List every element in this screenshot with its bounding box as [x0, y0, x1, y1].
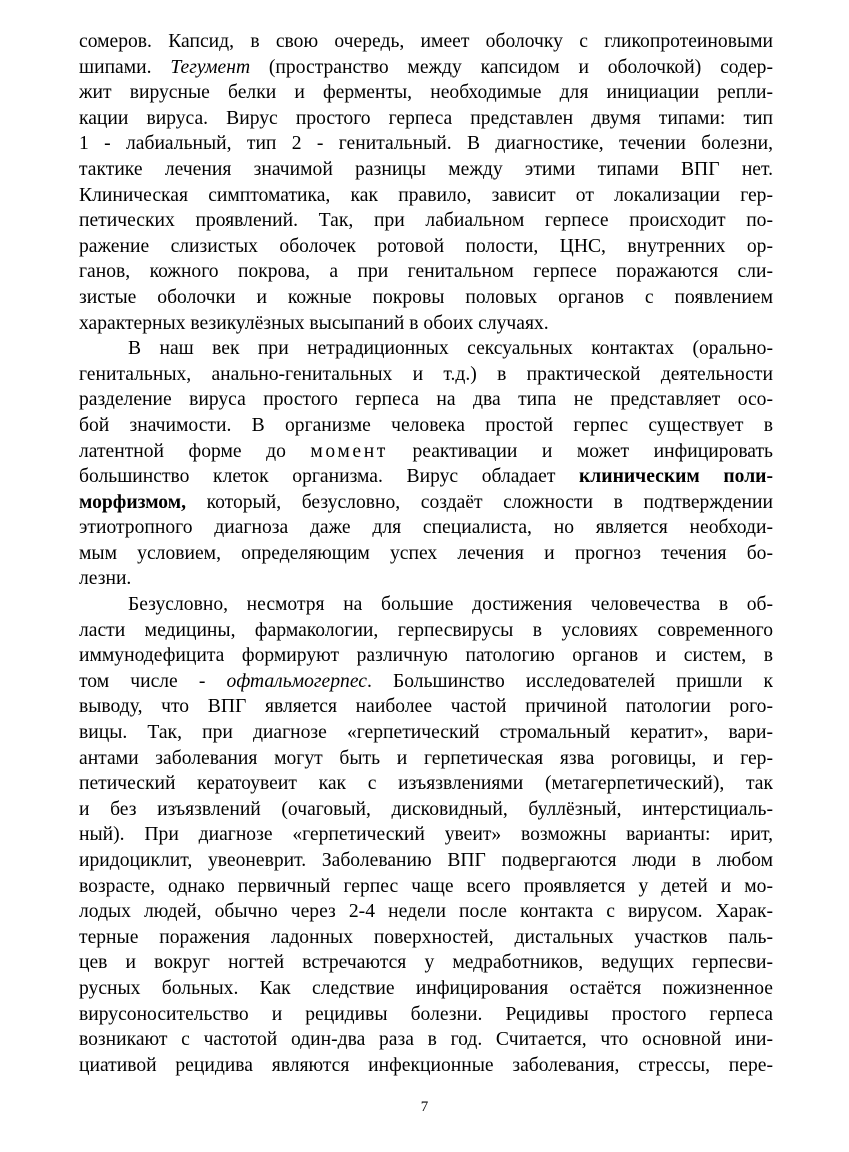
text-line: мым условием, определяющим успех лечения и прогноз течения бо-	[79, 542, 773, 564]
text-line: иммунодефицита формируют различную патологию органов и систем, в	[79, 645, 773, 667]
text-line: ражение слизистых оболочек ротовой полости, ЦНС, внутренних ор-	[79, 235, 773, 257]
text-line	[79, 439, 773, 465]
text-line: антами заболевания могут быть и герпетическая язва роговицы, и гер-	[79, 747, 773, 769]
text-line: разделение вируса простого герпеса на два типа не представляет осо-	[79, 389, 773, 411]
paragraph-1	[79, 29, 773, 336]
text-line: зистые оболочки и кожные покровы половых органов с появлением	[79, 286, 773, 308]
text-line: цев и вокруг ногтей встречаются у медработников, ведущих герпесви-	[79, 952, 773, 974]
italic-term: Тегумент	[170, 56, 251, 78]
bold-term: морфизмом,	[79, 491, 186, 513]
text-line: 1 - лабиальный, тип 2 - генитальный. В диагностике, течении болезни,	[79, 133, 773, 155]
text-line: Безусловно, несмотря на большие достижения человечества в об-	[128, 594, 773, 616]
text-line: кации вируса. Вирус простого герпеса представлен двумя типами: тип	[79, 107, 773, 129]
text-line: ласти медицины, фармакологии, герпесвирусы в условиях современного	[79, 619, 773, 641]
text-line: возрасте, однако первичный герпес чаще всего проявляется у детей и мо-	[79, 875, 773, 897]
text-line: В наш век при нетрадиционных сексуальных контактах (орально-	[128, 338, 773, 360]
text-run: шипами.	[79, 56, 171, 78]
text-line: тактике лечения значимой разницы между этими типами ВПГ нет.	[79, 158, 773, 180]
text-line: ный). При диагнозе «герпетический увеит» возможны варианты: ирит,	[79, 824, 773, 846]
text-line: вирусоносительство и рецидивы болезни. Рецидивы простого герпеса	[79, 1003, 773, 1025]
paragraph-3	[79, 592, 773, 1078]
text-line: петический кератоувеит как с изъязвлениями (метагерпетический), так	[79, 773, 773, 795]
text-line: терные поражения ладонных поверхностей, дистальных участков паль-	[79, 926, 773, 948]
page-number: 7	[420, 1099, 429, 1115]
text-line: бой значимости. В организме человека простой герпес существует в	[79, 414, 773, 436]
paragraph-2	[79, 336, 773, 592]
text-line: сомеров. Капсид, в свою очередь, имеет оболочку с гликопротеиновыми	[79, 31, 773, 52]
text-run: который, безусловно, создаёт сложности в подтверждении	[185, 491, 773, 513]
italic-term: офтальмогерпес	[226, 670, 367, 692]
text-line: генитальных, анально-генитальных и т.д.) в практической деятельности	[79, 363, 773, 385]
text-line: циативой рецидива являются инфекционные заболевания, стрессы, пере-	[79, 1054, 773, 1076]
text-line: ганов, кожного покрова, а при генитальном герпесе поражаются сли-	[79, 261, 773, 283]
text-line: вицы. Так, при диагнозе «герпетический стромальный кератит», вари-	[79, 722, 773, 744]
body-text	[79, 29, 773, 1078]
text-line: жит вирусные белки и ферменты, необходимые для инициации репли-	[79, 82, 773, 104]
text-run: большинство клеток организма. Вирус обладает	[79, 466, 579, 488]
text-run: реактивации и может инфицировать	[387, 440, 773, 462]
text-line: лодых людей, обычно через 2-4 недели после контакта с вирусом. Харак-	[79, 901, 773, 923]
text-line	[79, 490, 773, 516]
text-line: лезни.	[79, 568, 132, 590]
text-line	[79, 55, 773, 81]
spaced-word: момент	[310, 440, 388, 462]
text-line	[79, 669, 773, 695]
text-run: . Большинство исследователей пришли к	[366, 670, 773, 692]
text-run: (пространство между капсидом и оболочкой) содер-	[250, 56, 773, 78]
text-line: характерных везикулёзных высыпаний в обоих случаях.	[79, 312, 549, 334]
text-line: и без изъязвлений (очаговый, дисковидный, буллёзный, интерстициаль-	[79, 798, 773, 820]
text-line: русных больных. Как следствие инфицирования остаётся пожизненное	[79, 977, 773, 999]
text-line: этиотропного диагноза даже для специалиста, но является необходи-	[79, 517, 773, 539]
text-line: возникают с частотой один-два раза в год. Считается, что основной ини-	[79, 1029, 773, 1051]
text-line: Клиническая симптоматика, как правило, зависит от локализации гер-	[79, 184, 773, 206]
text-line: выводу, что ВПГ является наиболее частой причиной патологии рого-	[79, 696, 773, 718]
text-line: петических проявлений. Так, при лабиальном герпесе происходит по-	[79, 210, 773, 232]
text-run: том числе -	[79, 670, 227, 692]
text-line: иридоциклит, увеоневрит. Заболеванию ВПГ подвергаются люди в любом	[79, 850, 773, 871]
text-line	[79, 464, 773, 490]
text-run: латентной форме до	[79, 440, 311, 462]
bold-term: клиническим поли-	[579, 466, 773, 488]
